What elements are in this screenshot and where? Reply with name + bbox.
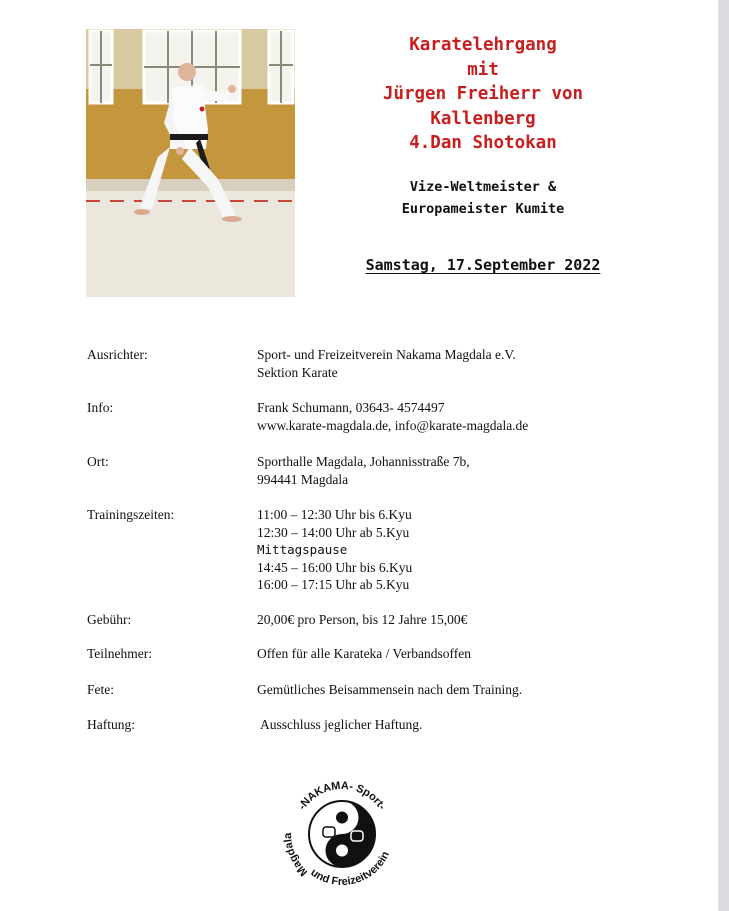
club-logo (283, 775, 401, 893)
detail-row-fete (87, 681, 687, 699)
detail-value: Sport- und Freizeitverein Nakama Magdala e.V. (257, 347, 516, 362)
title-line: Kallenberg (430, 108, 536, 129)
detail-row-ort (87, 453, 687, 488)
title-line: Jürgen Freiherr von (382, 84, 584, 104)
detail-label: Trainingszeiten: (87, 507, 175, 522)
detail-row-trainingszeiten (87, 506, 687, 594)
event-details (87, 346, 687, 734)
detail-value: 20,00€ pro Person, bis 12 Jahre 15,00€ (257, 611, 468, 627)
detail-value: Frank Schumann, 03643- 4574497 (257, 400, 445, 415)
detail-label: Ort: (87, 454, 109, 469)
event-date: Samstag, 17.September 2022 (365, 256, 601, 274)
detail-value: 16:00 – 17:15 Uhr ab 5.Kyu (257, 577, 410, 592)
detail-value: 11:00 – 12:30 Uhr bis 6.Kyu (257, 507, 412, 522)
detail-row-ausrichter (87, 346, 687, 381)
detail-value: Sporthalle Magdala, Johannisstraße 7b, (257, 454, 470, 469)
detail-row-info (87, 399, 687, 434)
detail-value: 14:45 – 16:00 Uhr bis 6.Kyu (257, 559, 413, 575)
achievement-line: Vize-Weltmeister & (409, 179, 557, 195)
detail-label: Ausrichter: (87, 347, 148, 362)
achievement-line: Europameister Kumite (401, 201, 565, 217)
detail-label: Teilnehmer: (87, 646, 153, 661)
detail-value: Ausschluss jeglicher Haftung. (260, 717, 423, 732)
detail-value: 12:30 – 14:00 Uhr ab 5.Kyu (257, 524, 410, 540)
detail-value: 994441 Magdala (257, 471, 349, 487)
detail-value: Sektion Karate (257, 364, 338, 380)
karateka-photo (86, 29, 295, 297)
logo-top-text: -NAKAMA- Sport- (296, 779, 388, 813)
detail-label: Info: (87, 400, 114, 415)
svg-text:Magdala (283, 832, 310, 879)
detail-value: Gemütliches Beisammensein nach dem Training. (257, 681, 523, 697)
page-edge (718, 0, 729, 911)
detail-label: Haftung: (87, 717, 135, 732)
detail-value: www.karate-magdala.de, info@karate-magdala.de (257, 417, 529, 433)
title-line: 4.Dan Shotokan (409, 133, 557, 153)
detail-value: Offen für alle Karateka / Verbandsoffen (257, 646, 472, 661)
detail-value: Mittagspause (257, 542, 348, 557)
detail-label: Fete: (87, 681, 114, 697)
detail-row-haftung (87, 716, 687, 734)
logo-left-text: Magdala (283, 832, 311, 879)
event-title (318, 33, 648, 156)
detail-row-teilnehmer (87, 645, 687, 663)
logo-bottom-text: und Freizeitverein (308, 849, 392, 889)
title-line: Karatelehrgang (409, 35, 557, 55)
title-line: mit (467, 59, 499, 80)
detail-label: Gebühr: (87, 611, 132, 627)
yin-yang-fist-icon (283, 775, 401, 893)
achievements (318, 176, 648, 220)
detail-row-gebuehr (87, 611, 687, 629)
